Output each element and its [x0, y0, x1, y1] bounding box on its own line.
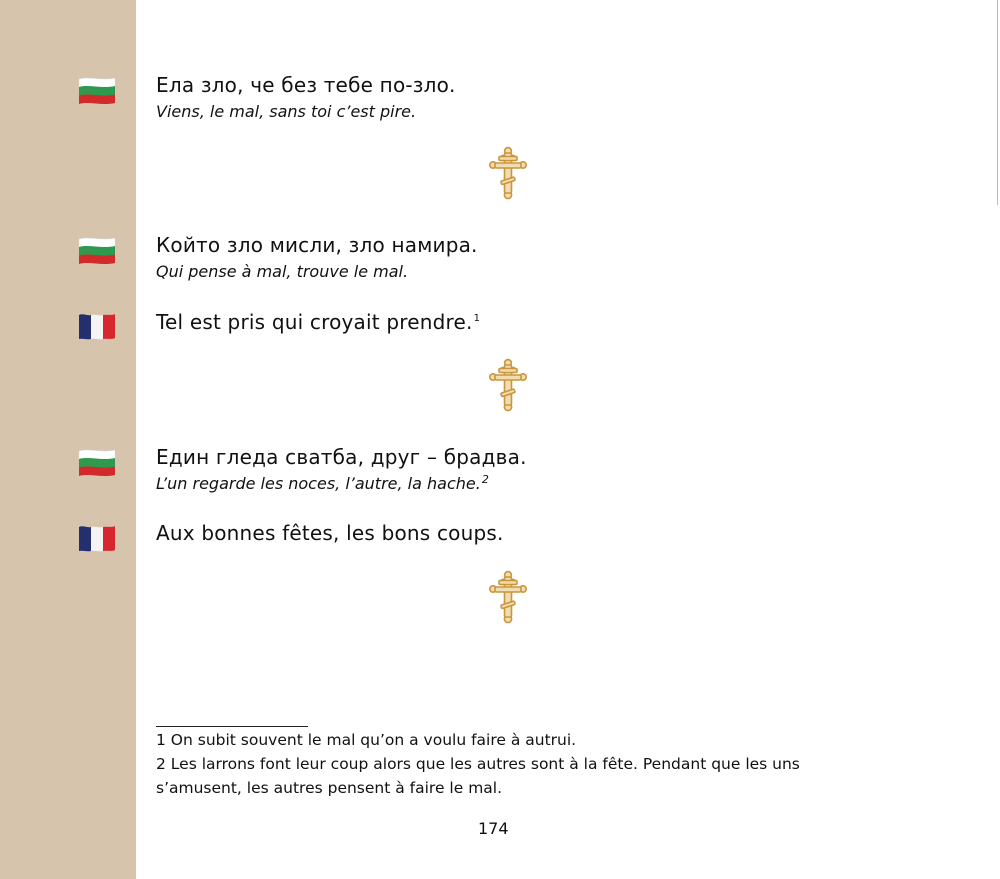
orthodox-cross-icon — [488, 146, 528, 202]
proverb-bg-1: Ела зло, че без тебе по-зло. — [156, 73, 456, 97]
french-flag-icon — [78, 525, 116, 552]
footnote-2: 2 Les larrons font leur coup alors que les autres sont à la fête. Pendant que les uns s’amusent, les autres pensent à faire le mal. — [156, 755, 800, 797]
proverb-fr-2: Aux bonnes fêtes, les bons coups. — [156, 521, 504, 545]
footnote-1: 1 On subit souvent le mal qu’on a voulu faire à autrui. — [156, 731, 577, 749]
proverb-bg-3: Един гледа сватба, друг – брадва. — [156, 445, 527, 469]
footnote-ref-1: 1 — [473, 313, 481, 325]
orthodox-cross-icon — [488, 570, 528, 626]
bulgarian-flag-icon — [78, 449, 116, 476]
proverb-fr-1: Tel est pris qui croyait prendre.$^1$ — [156, 310, 481, 334]
page-edge-rule — [997, 0, 998, 205]
orthodox-cross-icon — [488, 358, 528, 414]
french-flag-icon — [78, 313, 116, 340]
translation-2: Qui pense à mal, trouve le mal. — [156, 262, 409, 281]
side-band — [0, 0, 136, 879]
bulgarian-flag-icon — [78, 237, 116, 264]
footnote-separator — [156, 726, 308, 727]
translation-3: L’un regarde les noces, l’autre, la hache.$^2$ — [156, 472, 489, 493]
proverb-bg-2: Който зло мисли, зло намира. — [156, 233, 478, 257]
bulgarian-flag-icon — [78, 77, 116, 104]
page-number: 174 — [478, 819, 509, 838]
translation-1: Viens, le mal, sans toi c’est pire. — [156, 102, 417, 121]
footnote-ref-2: 2 — [481, 472, 489, 486]
